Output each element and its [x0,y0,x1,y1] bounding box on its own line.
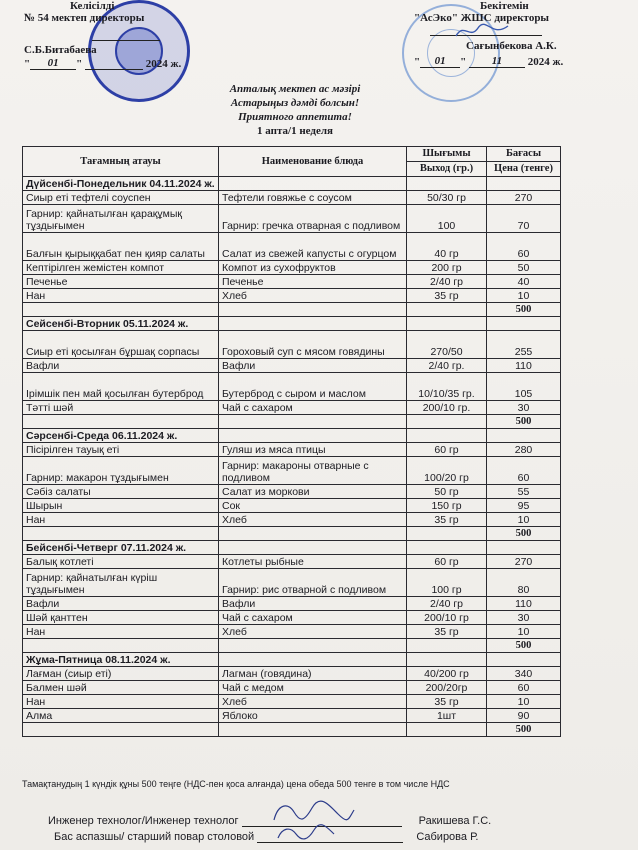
table-row [23,569,561,597]
empty-cell [487,429,561,443]
day-total: 500 [487,415,561,429]
dish-name-kz: Лағман (сиыр еті) [23,667,219,681]
dish-name-ru: Компот из сухофруктов [219,261,407,275]
dish-name-ru: Хлеб [219,513,407,527]
dish-price: 255 [487,331,561,359]
left-director-name: С.Б.Битабаева [24,44,97,56]
dish-price: 50 [487,261,561,275]
dish-name-kz: Шәй қанттен [23,611,219,625]
dish-name-kz: Балғын қырыққабат пен қияр салаты [23,233,219,261]
dish-name-kz: Нан [23,625,219,639]
dish-name-kz: Пісірілген тауық еті [23,443,219,457]
left-date: " 01 " 2024 ж. [24,57,182,70]
dish-name-ru: Гороховый суп с мясом говядины [219,331,407,359]
table-row [23,625,561,639]
empty-cell [219,429,407,443]
dish-name-ru: Гарнир: макароны отварные с подливом [219,457,407,485]
dish-name-ru: Бутерброд с сыром и маслом [219,373,407,401]
right-date-month: 11 [469,55,525,68]
dish-output: 150 гр [407,499,487,513]
empty-cell [407,303,487,317]
dish-name-ru: Хлеб [219,289,407,303]
day-total: 500 [487,303,561,317]
day-header-row [23,541,561,555]
dish-price: 30 [487,611,561,625]
empty-cell [407,541,487,555]
intro-wish-ru: Приятного аппетита! [238,111,352,123]
dish-name-kz: Кептірілген жемістен компот [23,261,219,275]
table-row [23,667,561,681]
left-approval-label: Келісілді [70,0,115,12]
table-row [23,275,561,289]
dish-price: 10 [487,513,561,527]
dish-name-kz: Гарнир: қайнатылған қарақұмық тұздығымен [23,205,219,233]
dish-name-kz: Балмен шәй [23,681,219,695]
empty-cell [487,541,561,555]
dish-name-ru: Хлеб [219,625,407,639]
dish-name-kz: Гарнир: макарон тұздығымен [23,457,219,485]
dish-name-ru: Сок [219,499,407,513]
dish-price: 110 [487,597,561,611]
col-header-output-ru: Выход (гр.) [407,162,487,177]
dish-price: 10 [487,695,561,709]
dish-output: 40 гр [407,233,487,261]
table-row [23,289,561,303]
dish-price: 340 [487,667,561,681]
dish-name-ru: Вафли [219,359,407,373]
table-row [23,233,561,261]
dish-price: 30 [487,401,561,415]
dish-price: 60 [487,457,561,485]
table-row [23,555,561,569]
empty-cell [407,639,487,653]
dish-name-ru: Гарнир: гречка отварная с подливом [219,205,407,233]
empty-cell [23,639,219,653]
dish-price: 80 [487,569,561,597]
empty-cell [219,653,407,667]
dish-price: 280 [487,443,561,457]
dish-name-kz: Сәбіз салаты [23,485,219,499]
dish-name-kz: Гарнир: қайнатылған күріш тұздығымен [23,569,219,597]
day-header-row [23,429,561,443]
dish-name-ru: Гуляш из мяса птицы [219,443,407,457]
empty-cell [219,177,407,191]
empty-cell [407,415,487,429]
day-total-row [23,303,561,317]
right-approval-label: Бекітемін [480,0,529,12]
day-total-row [23,527,561,541]
table-row [23,709,561,723]
cook-name: Сабирова Р. [416,831,479,843]
cook-label: Бас аспазшы/ старший повар столовой [54,831,255,843]
intro-wish-kz: Астарыңыз дәмді болсын! [230,97,360,109]
dish-name-kz: Ірімшік пен май қосылған бутерброд [23,373,219,401]
table-row [23,513,561,527]
dish-output: 2/40 гр. [407,359,487,373]
menu-table-body [23,177,561,737]
table-row [23,485,561,499]
dish-output: 200/10 гр [407,611,487,625]
dish-name-kz: Сиыр еті тефтелі соуспен [23,191,219,205]
dish-output: 100/20 гр [407,457,487,485]
empty-cell [219,527,407,541]
day-header-row [23,177,561,191]
dish-output: 2/40 гр [407,275,487,289]
dish-output: 200/20гр [407,681,487,695]
dish-price: 55 [487,485,561,499]
right-signature-icon [452,20,512,42]
dish-output: 1шт [407,709,487,723]
dish-name-kz: Балық котлеті [23,555,219,569]
left-date-year: 2024 ж. [145,58,182,70]
dish-price: 40 [487,275,561,289]
table-row [23,373,561,401]
left-signature-line [92,40,160,41]
dish-price: 60 [487,233,561,261]
empty-cell [23,527,219,541]
day-total-row [23,415,561,429]
dish-name-kz: Сиыр еті қосылған бұршақ сорпасы [23,331,219,359]
dish-price: 10 [487,625,561,639]
dish-name-ru: Чай с медом [219,681,407,695]
dish-output: 35 гр [407,289,487,303]
day-total-row [23,723,561,737]
empty-cell [407,723,487,737]
right-date-day: 01 [420,55,460,68]
left-date-month-blank [85,69,143,70]
dish-name-ru: Хлеб [219,695,407,709]
dish-price: 270 [487,191,561,205]
day-title: Жұма-Пятница 08.11.2024 ж. [23,653,219,667]
dish-output: 200 гр [407,261,487,275]
dish-name-kz: Нан [23,695,219,709]
dish-name-ru: Вафли [219,597,407,611]
right-director-name: Сағынбекова А.К. [466,40,557,52]
day-total-row [23,639,561,653]
empty-cell [219,639,407,653]
dish-output: 40/200 гр [407,667,487,681]
table-row [23,443,561,457]
table-row [23,695,561,709]
left-date-day: 01 [30,57,76,70]
dish-name-ru: Салат из моркови [219,485,407,499]
dish-name-ru: Тефтели говяжье с соусом [219,191,407,205]
empty-cell [219,415,407,429]
dish-output: 35 гр [407,625,487,639]
table-row [23,611,561,625]
dish-output: 35 гр [407,695,487,709]
table-row [23,597,561,611]
dish-name-kz: Алма [23,709,219,723]
dish-name-ru: Гарнир: рис отварной с подливом [219,569,407,597]
dish-output: 60 гр [407,443,487,457]
day-title: Бейсенбі-Четверг 07.11.2024 ж. [23,541,219,555]
intro-block [180,82,410,138]
dish-name-kz: Нан [23,289,219,303]
dish-output: 60 гр [407,555,487,569]
footnote: Тамақтанудың 1 күндік құны 500 теңге (НДС-пен қоса алғанда) цена обеда 500 тенге в том числе НДС [22,779,450,789]
dish-name-kz: Вафли [23,359,219,373]
dish-output: 100 гр [407,569,487,597]
table-row [23,499,561,513]
bottom-signatures-icon [268,798,358,844]
day-title: Сейсенбі-Вторник 05.11.2024 ж. [23,317,219,331]
day-total: 500 [487,527,561,541]
day-header-row [23,653,561,667]
dish-price: 90 [487,709,561,723]
dish-output: 200/10 гр. [407,401,487,415]
dish-price: 60 [487,681,561,695]
day-header-row [23,317,561,331]
cook-signature-row [54,831,478,843]
empty-cell [407,177,487,191]
day-total: 500 [487,639,561,653]
dish-price: 105 [487,373,561,401]
empty-cell [23,303,219,317]
table-row [23,331,561,359]
empty-cell [219,303,407,317]
empty-cell [219,317,407,331]
dish-name-ru: Салат из свежей капусты с огурцом [219,233,407,261]
empty-cell [219,723,407,737]
empty-cell [407,317,487,331]
dish-price: 95 [487,499,561,513]
dish-name-ru: Яблоко [219,709,407,723]
intro-week: 1 апта/1 неделя [257,125,333,137]
menu-table [22,146,561,737]
right-date-year: 2024 ж. [527,56,564,68]
dish-output: 50 гр [407,485,487,499]
left-school-title: № 54 мектеп директоры [24,12,145,24]
dish-output: 2/40 гр [407,597,487,611]
table-row [23,191,561,205]
empty-cell [23,723,219,737]
table-row [23,205,561,233]
dish-name-ru: Чай с сахаром [219,611,407,625]
col-header-price-ru: Цена (тенге) [487,162,561,177]
empty-cell [487,177,561,191]
empty-cell [219,541,407,555]
table-row [23,457,561,485]
empty-cell [407,653,487,667]
day-total: 500 [487,723,561,737]
dish-name-kz: Печенье [23,275,219,289]
empty-cell [407,429,487,443]
empty-cell [487,317,561,331]
col-header-output-kz: Шығымы [407,147,487,162]
dish-name-kz: Вафли [23,597,219,611]
dish-name-kz: Тәтті шәй [23,401,219,415]
table-row [23,681,561,695]
dish-output: 100 [407,205,487,233]
dish-name-kz: Нан [23,513,219,527]
dish-name-ru: Котлеты рыбные [219,555,407,569]
dish-name-kz: Шырын [23,499,219,513]
engineer-label: Инженер технолог/Инженер технолог [48,815,239,827]
dish-price: 270 [487,555,561,569]
intro-title: Апталық мектеп ас мәзірі [229,83,361,95]
dish-output: 35 гр [407,513,487,527]
dish-name-ru: Печенье [219,275,407,289]
col-header-price-kz: Бағасы [487,147,561,162]
table-row [23,359,561,373]
right-date: " 01 " 11 2024 ж. [414,55,564,68]
dish-output: 10/10/35 гр. [407,373,487,401]
empty-cell [487,653,561,667]
dish-name-ru: Лагман (говядина) [219,667,407,681]
day-title: Сәрсенбі-Среда 06.11.2024 ж. [23,429,219,443]
dish-output: 50/30 гр [407,191,487,205]
dish-price: 70 [487,205,561,233]
day-title: Дүйсенбі-Понедельник 04.11.2024 ж. [23,177,219,191]
col-header-ru: Наименование блюда [219,147,407,177]
engineer-name: Ракишева Г.С. [418,815,492,827]
table-row [23,401,561,415]
dish-output: 270/50 [407,331,487,359]
empty-cell [23,415,219,429]
dish-price: 110 [487,359,561,373]
dish-name-ru: Чай с сахаром [219,401,407,415]
dish-price: 10 [487,289,561,303]
table-row [23,261,561,275]
right-org-title: "АсЭко" ЖШС директоры [414,12,550,24]
empty-cell [407,527,487,541]
col-header-kz: Тағамның атауы [23,147,219,177]
